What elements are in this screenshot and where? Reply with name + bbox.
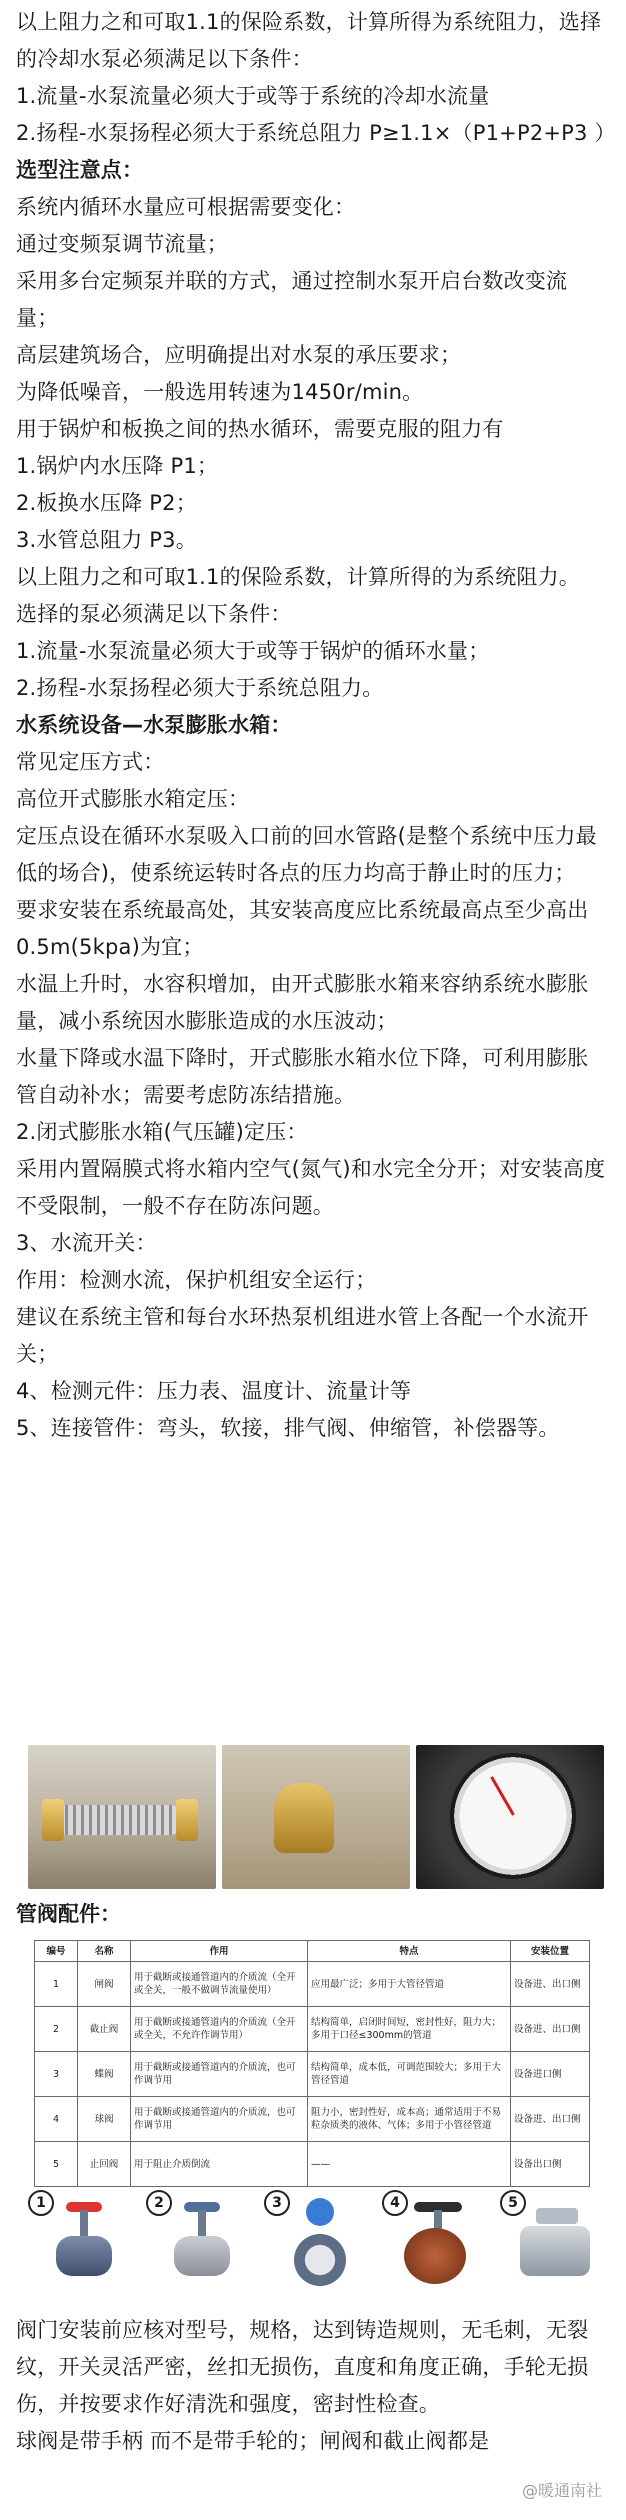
cell-install-location: 设备进、出口侧 [511, 2007, 590, 2052]
paragraph: 选择的泵必须满足以下条件： [16, 602, 292, 626]
air-vent-valve-photo [222, 1745, 410, 1889]
paragraph: 2.扬程-水泵扬程必须大于系统总阻力 P≥1.1×（P1+P2+P3 ） [16, 121, 616, 145]
valve-table-header-row [35, 1941, 590, 1962]
brass-nut-left [42, 1799, 64, 1841]
paragraph: 5、连接管件：弯头，软接，排气阀、伸缩管，补偿器等。 [16, 1416, 560, 1440]
cell-feature: —— [308, 2142, 511, 2187]
cell-function: 用于截断或接通管道内的介质流，也可作调节用 [131, 2097, 308, 2142]
paragraph: 1.流量-水泵流量必须大于或等于锅炉的循环水量； [16, 639, 490, 663]
paragraph: 高位开式膨胀水箱定压： [16, 787, 250, 811]
cell-name: 球阀 [78, 2097, 131, 2142]
brass-air-vent-shape [274, 1783, 334, 1853]
ball-valve-picture [382, 2190, 486, 2302]
paragraph: 建议在系统主管和每台水环热泵机组进水管上各配一个水流开关； [16, 1305, 589, 1366]
cell-name: 止回阀 [78, 2142, 131, 2187]
valve-table-row [35, 2097, 590, 2142]
valve-table-row [35, 2052, 590, 2097]
valve-body-icon [520, 2226, 590, 2276]
paragraph: 1.锅炉内水压降 P1； [16, 454, 219, 478]
paragraph: 要求安装在系统最高处，其安装高度应比系统最高点至少高出0.5m(5kpa)为宜； [16, 898, 589, 959]
cell-feature: 结构简单，成本低，可调范围较大；多用于大管径管道 [308, 2052, 511, 2097]
cell-name: 蝶阀 [78, 2052, 131, 2097]
cell-install-location: 设备进、出口侧 [511, 2097, 590, 2142]
paragraph: 定压点设在循环水泵吸入口前的回水管路(是整个系统中压力最低的场合)，使系统运转时各点的压力均高于静止时的压力； [16, 824, 597, 885]
header-function: 作用 [131, 1941, 308, 1962]
paragraph: 以上阻力之和可取1.1的保险系数，计算所得的为系统阻力。 [16, 565, 580, 589]
cell-name: 截止阀 [78, 2007, 131, 2052]
valve-number-badge: 5 [500, 2190, 526, 2216]
cell-feature: 结构简单，启闭时间短，密封性好，阻力大；多用于口径≤300mm的管道 [308, 2007, 511, 2052]
article-body-bottom [16, 2312, 608, 2460]
cell-number: 2 [35, 2007, 78, 2052]
paragraph: 球阀是带手柄 而不是带手轮的；闸阀和截止阀都是 [16, 2429, 490, 2453]
paragraph: 作用：检测水流，保护机组安全运行； [16, 1268, 377, 1292]
cell-function: 用于截断或接通管道内的介质流（全开或全关，一般不做调节流量使用） [131, 1962, 308, 2007]
flexible-joint-photo [28, 1745, 216, 1889]
valve-body-icon [404, 2228, 466, 2284]
paragraph: 常见定压方式： [16, 750, 165, 774]
header-number: 编号 [35, 1941, 78, 1962]
header-feature: 特点 [308, 1941, 511, 1962]
bellows-pipe-shape [52, 1805, 184, 1835]
cell-name: 闸阀 [78, 1962, 131, 2007]
paragraph: 2.闭式膨胀水箱(气压罐)定压： [16, 1120, 308, 1144]
paragraph: 系统内循环水量应可根据需要变化： [16, 195, 356, 219]
cell-number: 1 [35, 1962, 78, 2007]
section-heading: 选型注意点： [16, 158, 144, 182]
paragraph: 3.水管总阻力 P3。 [16, 528, 197, 552]
valve-body-icon [174, 2236, 230, 2276]
valve-icon-strip [28, 2190, 604, 2302]
paragraph: 水量下降或水温下降时，开式膨胀水箱水位下降，可利用膨胀管自动补水；需要考虑防冻结措施。 [16, 1046, 589, 1107]
butterfly-valve-picture [264, 2190, 368, 2302]
valve-table-body [35, 1962, 590, 2187]
paragraph: 1.流量-水泵流量必须大于或等于系统的冷却水流量 [16, 84, 490, 108]
paragraph: 2.扬程-水泵扬程必须大于系统总阻力。 [16, 676, 384, 700]
paragraph: 高层建筑场合，应明确提出对水泵的承压要求； [16, 343, 462, 367]
paragraph: 采用内置隔膜式将水箱内空气(氮气)和水完全分开；对安装高度不受限制，一般不存在防冻问题。 [16, 1157, 606, 1218]
cell-function: 用于截断或接通管道内的介质流，也可作调节用 [131, 2052, 308, 2097]
cell-function: 用于阻止介质倒流 [131, 2142, 308, 2187]
paragraph: 阀门安装前应核对型号，规格，达到铸造规则，无毛刺，无裂纹，开关灵活严密，丝扣无损伤，直度和角度正确，手轮无损伤，并按要求作好清洗和强度，密封性检查。 [16, 2318, 589, 2416]
paragraph: 用于锅炉和板换之间的热水循环，需要克服的阻力有 [16, 417, 504, 441]
valve-body-icon [294, 2234, 346, 2286]
valve-table-row [35, 2142, 590, 2187]
cell-install-location: 设备进口侧 [511, 2052, 590, 2097]
cell-feature: 应用最广泛；多用于大管径管道 [308, 1962, 511, 2007]
valve-table-row [35, 2007, 590, 2052]
valve-body-icon [56, 2236, 112, 2276]
header-install-location: 安装位置 [511, 1941, 590, 1962]
fittings-photo-strip [28, 1745, 604, 1889]
valve-table-row [35, 1962, 590, 2007]
section-heading: 水系统设备—水泵膨胀水箱： [16, 713, 292, 737]
cell-number: 5 [35, 2142, 78, 2187]
valve-cover-icon [536, 2208, 578, 2224]
valve-table [34, 1940, 590, 2187]
paragraph: 为降低噪音，一般选用转速为1450r/min。 [16, 380, 424, 404]
paragraph: 2.板换水压降 P2； [16, 491, 197, 515]
valve-section-title: 管阀配件： [16, 1902, 121, 1926]
valve-number-badge: 1 [28, 2190, 54, 2216]
cell-install-location: 设备出口侧 [511, 2142, 590, 2187]
cell-number: 3 [35, 2052, 78, 2097]
pressure-gauge-photo [416, 1745, 604, 1889]
actuator-icon [306, 2198, 334, 2226]
cell-install-location: 设备进、出口侧 [511, 1962, 590, 2007]
globe-valve-picture [146, 2190, 250, 2302]
brass-nut-right [176, 1799, 198, 1841]
paragraph: 3、水流开关： [16, 1231, 157, 1255]
paragraph: 水温上升时，水容积增加，由开式膨胀水箱来容纳系统水膨胀量，减小系统因水膨胀造成的水压波动； [16, 972, 589, 1033]
cell-feature: 阻力小，密封性好，成本高；通常适用于不易粒杂质类的液体、气体；多用于小管径管道 [308, 2097, 511, 2142]
paragraph: 4、检测元件：压力表、温度计、流量计等 [16, 1379, 412, 1403]
valve-number-badge: 3 [264, 2190, 290, 2216]
paragraph: 通过变频泵调节流量； [16, 232, 228, 256]
check-valve-picture [500, 2190, 604, 2302]
valve-number-badge: 4 [382, 2190, 408, 2216]
header-name: 名称 [78, 1941, 131, 1962]
valve-number-badge: 2 [146, 2190, 172, 2216]
paragraph: 以上阻力之和可取1.1的保险系数，计算所得为系统阻力，选择的冷却水泵必须满足以下条件： [16, 10, 602, 71]
gate-valve-picture [28, 2190, 132, 2302]
watermark-text: @暖通南社 [521, 2481, 602, 2500]
paragraph: 采用多台定频泵并联的方式，通过控制水泵开启台数改变流量； [16, 269, 568, 330]
gauge-dial-shape [450, 1753, 576, 1879]
cell-function: 用于截断或接通管道内的介质流（全开或全关，不允许作调节用） [131, 2007, 308, 2052]
cell-number: 4 [35, 2097, 78, 2142]
